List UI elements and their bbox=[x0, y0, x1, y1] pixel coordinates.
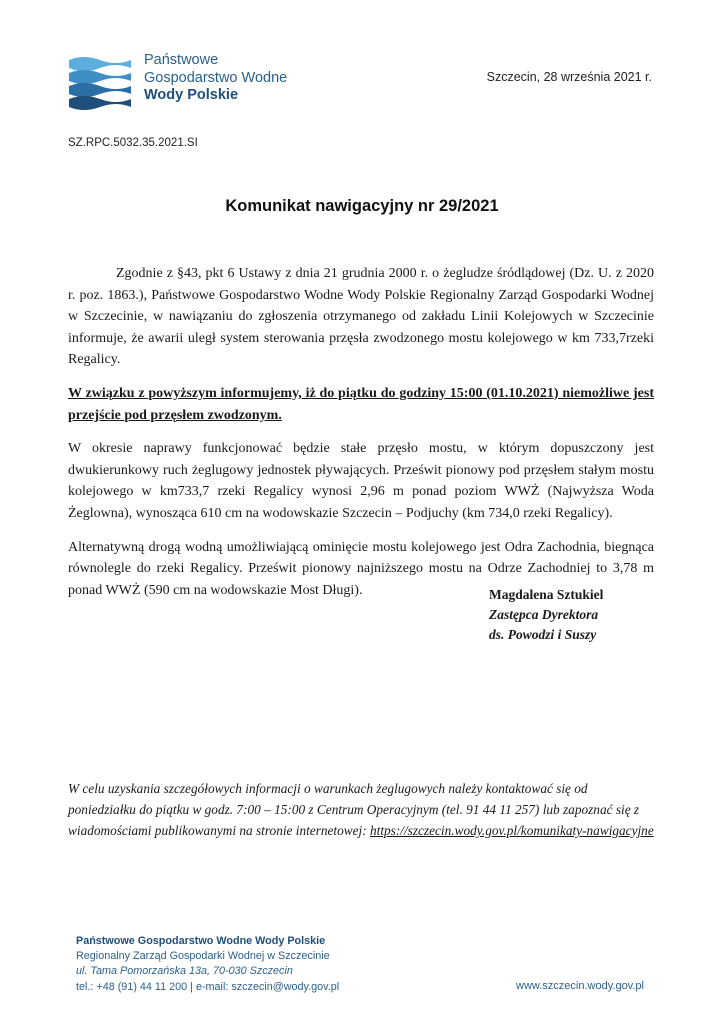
announcements-link[interactable]: https://szczecin.wody.gov.pl/komunikaty-nawigacyjne bbox=[370, 823, 654, 838]
signatory-department: ds. Powodzi i Suszy bbox=[489, 627, 597, 642]
paragraph-alternative: Alternatywną drogą wodną umożliwiającą ominięcie mostu kolejowego jest Odra Zachodnia, biegnąca równolegle do rzeki Regalicy. Prześwit pionowy najniższego mostu na Odrze Zachodniej to 3,78 m ponad WWŻ (590 cm na wodowskazie Most Długi). bbox=[68, 539, 654, 598]
organization-logo bbox=[68, 52, 288, 116]
footer-address bbox=[76, 934, 339, 995]
logo-line-3: Wody Polskie bbox=[144, 87, 239, 103]
waves-logo-icon bbox=[68, 54, 132, 112]
paragraph-intro: Zgodnie z §43, pkt 6 Ustawy z dnia 21 grudnia 2000 r. o żegludze śródlądowej (Dz. U. z 2020 r. poz. 1863.), Państwowe Gospodarstwo Wodne Wody Polskie Regionalny Zarząd Gospodarki Wodnej w Szczecinie, w nawiązaniu do zgłoszenia otrzymanego od zakładu Linii Kolejowych w Szczecinie informuje, że awarii uległ system sterowania przęsła zwodzonego mostu kolejowego w km 733,7rzeki Regalicy. bbox=[68, 266, 654, 368]
footer-unit: Regionalny Zarząd Gospodarki Wodnej w Szczecinie bbox=[76, 950, 330, 963]
contact-note bbox=[68, 778, 658, 841]
paragraph-notice: W związku z powyższym informujemy, iż do piątku do godziny 15:00 (01.10.2021) niemożliwe jest przejście pod przęsłem zwodzonym. bbox=[68, 385, 654, 423]
footer-website[interactable]: www.szczecin.wody.gov.pl bbox=[516, 980, 644, 992]
logo-line-1: Państwowe bbox=[144, 52, 219, 68]
signatory-role: Zastępca Dyrektora bbox=[489, 607, 599, 622]
reference-number: SZ.RPC.5032.35.2021.SI bbox=[68, 137, 198, 149]
footer-street-address: ul. Tama Pomorzańska 13a, 70-030 Szczecin bbox=[76, 965, 293, 978]
paragraph-repair: W okresie naprawy funkcjonować będzie stałe przęsło mostu, w którym dopuszczony jest dwukierunkowy ruch żeglugowy jednostek pływających. Prześwit pionowy pod przęsłem stałym mostu kolejowego w km733,7 rzeki Regalicy wynosi 2,96 m ponad poziom WWŻ (Najwyższa Woda Żeglowna), wynosząca 610 cm na wodowskazie Szczecin – Podjuchy (km 734,0 rzeki Regalicy). bbox=[68, 441, 654, 521]
contact-note-text: W celu uzyskania szczegółowych informacji o warunkach żeglugowych należy kontaktować się od poniedziałku do piątku w godz. 7:00 – 15:00 z Centrum Operacyjnym (tel. 91 44 11 257) lub zapoznać się z wiadomościami publikowanymi na stronie internetowej: bbox=[68, 781, 640, 838]
logo-line-2: Gospodarstwo Wodne bbox=[144, 69, 288, 86]
signature-block bbox=[489, 585, 603, 645]
logo-text bbox=[144, 52, 287, 105]
dateline: Szczecin, 28 września 2021 r. bbox=[486, 70, 652, 84]
footer-org-name: Państwowe Gospodarstwo Wodne Wody Polskie bbox=[76, 935, 326, 947]
signatory-name: Magdalena Sztukiel bbox=[489, 587, 604, 602]
document-title: Komunikat nawigacyjny nr 29/2021 bbox=[225, 197, 499, 215]
footer-contact: tel.: +48 (91) 44 11 200 | e-mail: szczecin@wody.gov.pl bbox=[76, 980, 340, 993]
document-body bbox=[68, 263, 654, 613]
